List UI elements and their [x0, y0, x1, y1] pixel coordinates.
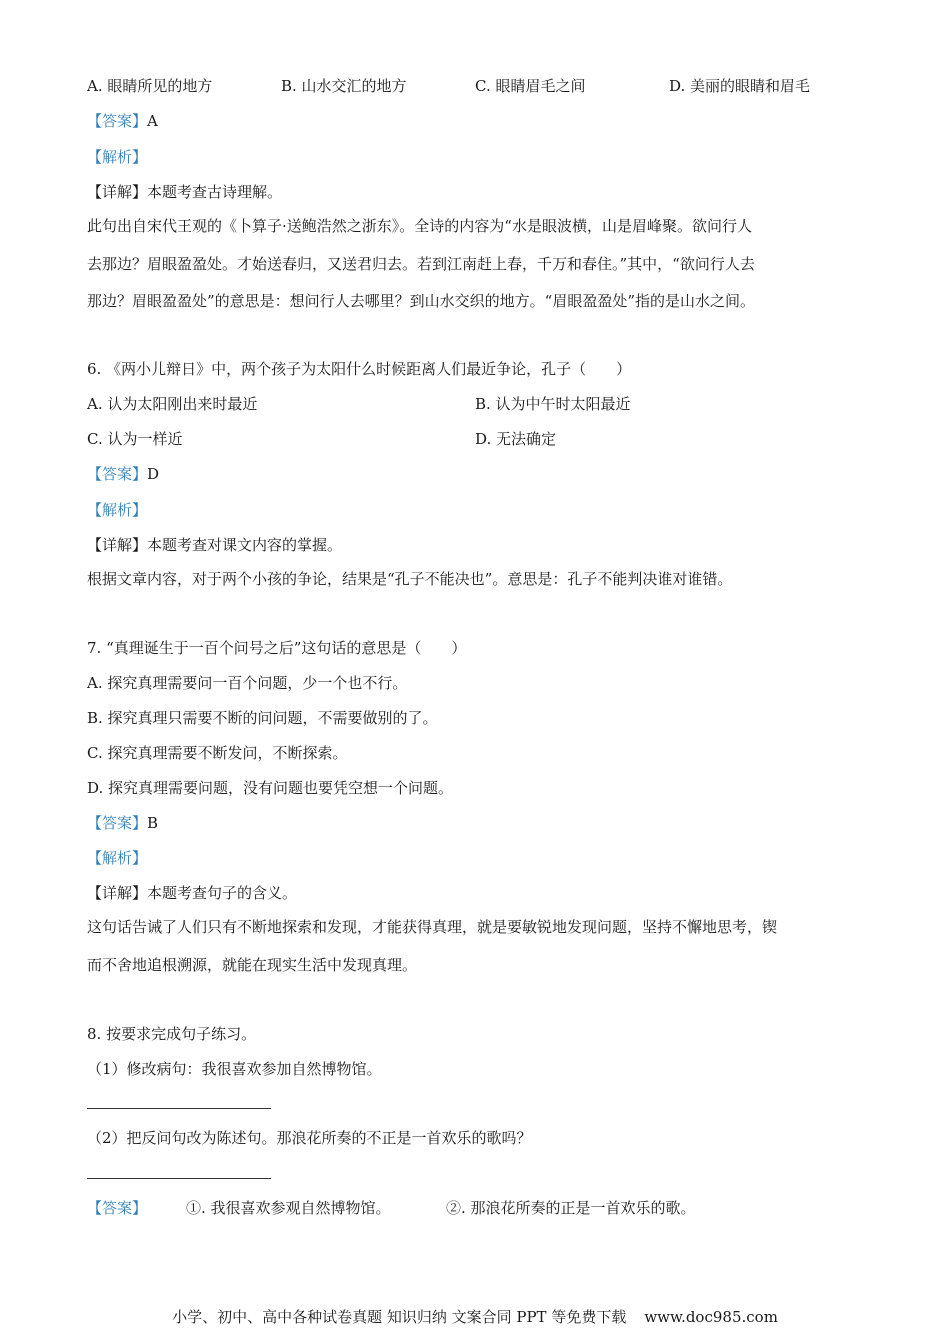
q8-answer-2: ②. 那浪花所奏的正是一首欢乐的歌。 — [446, 1199, 696, 1217]
footer-text: 小学、初中、高中各种试卷真题 知识归纳 文案合同 PPT 等免费下载 — [172, 1308, 627, 1326]
answer-tag: 【答案】 — [87, 1199, 148, 1217]
q8-sub1: （1）修改病句：我很喜欢参加自然博物馆。 — [87, 1060, 382, 1078]
q7-option-d: D. 探究真理需要问题，没有问题也要凭空想一个问题。 — [87, 779, 454, 797]
q6-question: 6. 《两小儿辩日》中，两个孩子为太阳什么时候距离人们最近争论，孔子（ ） — [87, 360, 632, 378]
analysis-tag: 【解析】 — [87, 849, 148, 867]
q7-explain-line-1: 这句话告诫了人们只有不断地探索和发现，才能获得真理，就是要敏锐地发现问题，坚持不懈地思考，锲 — [87, 918, 778, 936]
q7-option-a: A. 探究真理需要问一百个问题，少一个也不行。 — [87, 674, 408, 692]
detail-tag: 【详解】 — [87, 183, 148, 201]
footer-site-link[interactable]: www.doc985.com — [644, 1308, 778, 1326]
q5-option-b: B. 山水交汇的地方 — [281, 77, 407, 95]
q8-answer-1: ①. 我很喜欢参观自然博物馆。 — [186, 1199, 391, 1217]
q5-answer — [87, 111, 158, 131]
analysis-tag: 【解析】 — [87, 501, 148, 519]
answer-blank-line — [87, 1108, 271, 1109]
q6-answer — [87, 464, 159, 484]
answer-tag: 【答案】 — [87, 814, 148, 832]
answer-tag: 【答案】 — [87, 112, 148, 130]
page-footer — [0, 1306, 950, 1327]
answer-value: D — [147, 465, 160, 483]
q5-option-c: C. 眼睛眉毛之间 — [475, 77, 586, 95]
answer-value: B — [147, 814, 159, 832]
q5-option-a: A. 眼睛所见的地方 — [87, 77, 213, 95]
q5-detail — [87, 182, 282, 202]
answer-tag: 【答案】 — [87, 465, 148, 483]
q5-option-d: D. 美丽的眼睛和眉毛 — [669, 77, 811, 95]
q6-option-b: B. 认为中午时太阳最近 — [475, 395, 631, 413]
q7-option-b: B. 探究真理只需要不断的问问题，不需要做别的了。 — [87, 709, 438, 727]
q6-option-d: D. 无法确定 — [475, 430, 557, 448]
q8-question: 8. 按要求完成句子练习。 — [87, 1025, 257, 1043]
answer-value: A — [147, 112, 158, 130]
detail-text: 本题考查句子的含义。 — [147, 884, 298, 902]
q7-explain-line-2: 而不舍地追根溯源，就能在现实生活中发现真理。 — [87, 956, 418, 974]
q7-question: 7. “真理诞生于一百个问号之后”这句话的意思是（ ） — [87, 639, 467, 657]
q7-answer — [87, 813, 158, 833]
q6-detail — [87, 535, 342, 555]
q5-explain-line-3: 那边？眉眼盈盈处”的意思是：想问行人去哪里？到山水交织的地方。“眉眼盈盈处”指的是山水之间。 — [87, 292, 756, 310]
q7-option-c: C. 探究真理需要不断发问，不断探索。 — [87, 744, 348, 762]
q5-explain-line-2: 去那边？眉眼盈盈处。才始送春归，又送君归去。若到江南赶上春，千万和春住。”其中，“欲问行人去 — [87, 255, 755, 273]
q6-option-a: A. 认为太阳刚出来时最近 — [87, 395, 258, 413]
detail-tag: 【详解】 — [87, 536, 148, 554]
q6-explain: 根据文章内容，对于两个小孩的争论，结果是“孔子不能决也”。意思是：孔子不能判决谁对谁错。 — [87, 570, 733, 588]
detail-tag: 【详解】 — [87, 884, 148, 902]
q7-detail — [87, 883, 297, 903]
analysis-tag: 【解析】 — [87, 148, 148, 166]
q6-option-c: C. 认为一样近 — [87, 430, 183, 448]
detail-text: 本题考查古诗理解。 — [147, 183, 283, 201]
q8-answer — [87, 1198, 147, 1218]
detail-text: 本题考查对课文内容的掌握。 — [147, 536, 343, 554]
q8-sub2: （2）把反问句改为陈述句。那浪花所奏的不正是一首欢乐的歌吗？ — [87, 1129, 532, 1147]
answer-blank-line — [87, 1178, 271, 1179]
q5-explain-line-1: 此句出自宋代王观的《卜算子·送鲍浩然之浙东》。全诗的内容为“水是眼波横，山是眉峰聚。欲问行人 — [87, 217, 752, 235]
